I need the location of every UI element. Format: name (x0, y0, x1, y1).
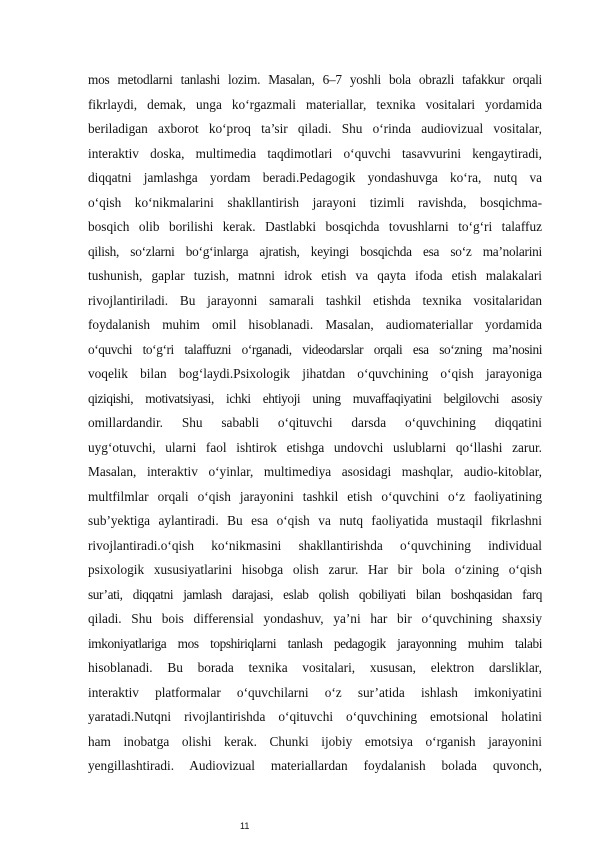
text-line: tushunish, gaplar tuzish, matnni idrok etish va qayta ifoda etish malakalari (88, 268, 542, 283)
text-line: mos metodlarni tanlashi lozim. Masalan, 6–7 yoshli bola obrazli tafakkur orqali (88, 72, 542, 87)
text-line: diqqatni jamlashga yordam beradi.Pedagogik yondashuvga ko‘ra, nutq va (88, 170, 542, 185)
text-line: rivojlantiradi.o‘qish ko‘nikmasini shakllantirishda o‘quvchining individual (88, 537, 542, 553)
text-line: psixologik xususiyatlarini hisobga olish zarur. Har bir bola o‘zining o‘qish (88, 562, 542, 577)
page-number: 11 (240, 821, 250, 831)
text-line: yengillashtiradi. Audiovizual materiallardan foydalanish bolada quvonch, (88, 758, 542, 773)
text-line: qiziqishi, motivatsiyasi, ichki ehtiyoji uning muvaffaqiyatini belgilovchi asosiy (88, 390, 542, 406)
text-line: sur’ati, diqqatni jamlash darajasi, eslab qolish qobiliyati bilan boshqasidan farq (88, 586, 542, 602)
text-line: omillardandir. Shu sababli o‘qituvchi darsda o‘quvchining diqqatini (88, 415, 542, 430)
text-line: o‘qish ko‘nikmalarini shakllantirish jarayoni tizimli ravishda, bosqichma- (88, 194, 542, 210)
text-line: beriladigan axborot ko‘proq ta’sir qiladi. Shu o‘rinda audiovizual vositalar, (88, 121, 542, 136)
body-text (88, 68, 542, 779)
text-line: qilish, so‘zlarni bo‘g‘inlarga ajratish, keyingi bosqichda esa so‘z ma’nolarini (88, 243, 542, 259)
text-line: interaktiv doska, multimedia taqdimotlari o‘quvchi tasavvurini kengaytiradi, (88, 145, 542, 161)
text-line: hisoblanadi. Bu borada texnika vositalari, xususan, elektron darsliklar, (88, 660, 542, 675)
text-line: voqelik bilan bog‘laydi.Psixologik jihatdan o‘quvchining o‘qish jarayoniga (88, 366, 542, 381)
text-line: rivojlantiriladi. Bu jarayonni samarali tashkil etishda texnika vositalaridan (88, 292, 542, 308)
text-line: yaratadi.Nutqni rivojlantirishda o‘qituvchi o‘quvchining emotsional holatini (88, 709, 542, 724)
text-line: fikrlaydi, demak, unga ko‘rgazmali materiallar, texnika vositalari yordamida (88, 96, 542, 112)
text-line: o‘quvchi to‘g‘ri talaffuzni o‘rganadi, videodarslar orqali esa so‘zning ma’nosini (88, 341, 542, 357)
text-line: sub’yektiga aylantiradi. Bu esa o‘qish va nutq faoliyatida mustaqil fikrlashni (88, 513, 542, 528)
text-line: multfilmlar orqali o‘qish jarayonini tashkil etish o‘quvchini o‘z faoliyatining (88, 488, 542, 504)
text-line: interaktiv platformalar o‘quvchilarni o‘z sur’atida ishlash imkoniyatini (88, 684, 542, 700)
text-line: uyg‘otuvchi, ularni faol ishtirok etishga undovchi uslublarni qo‘llashi zarur. (88, 439, 542, 455)
text-line: bosqich olib borilishi kerak. Dastlabki bosqichda tovushlarni to‘g‘ri talaffuz (88, 219, 542, 234)
text-line: imkoniyatlariga mos topshiriqlarni tanlash pedagogik jarayonning muhim talabi (88, 635, 542, 651)
text-line: Masalan, interaktiv o‘yinlar, multimediya asosidagi mashqlar, audio-kitoblar, (88, 464, 542, 479)
text-line: qiladi. Shu bois differensial yondashuv, ya’ni har bir o‘quvchining shaxsiy (88, 611, 542, 626)
text-line: ham inobatga olishi kerak. Chunki ijobiy emotsiya o‘rganish jarayonini (88, 733, 542, 749)
text-line: foydalanish muhim omil hisoblanadi. Masalan, audiomateriallar yordamida (88, 317, 542, 332)
